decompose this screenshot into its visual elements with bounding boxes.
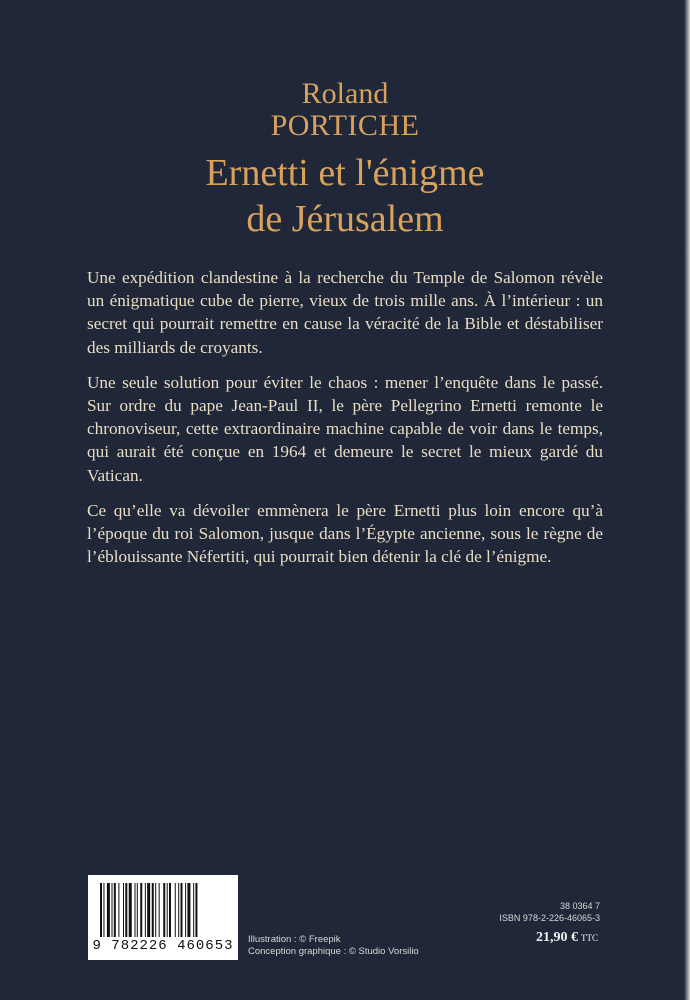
page-edge	[684, 0, 690, 1000]
title-line-1: Ernetti et l'énigme	[205, 152, 485, 194]
credits	[248, 934, 419, 958]
blurb-paragraph-3: Ce qu’elle va dévoiler emmènera le père Ernetti plus loin encore qu’à l’époque du roi Salomon, jusque dans l’Égypte ancienne, sous le règne de l’éblouissante Néfertiti, qui pourrait bien détenir la clé de l’énigme.	[87, 500, 603, 567]
blurb-paragraph-2: Une seule solution pour éviter le chaos : mener l’enquête dans le passé. Sur ordre du pape Jean-Paul II, le père Pellegrino Ernetti remonte le chronoviseur, cette extraordinaire machine capable de voir dans le temps, qui aurait été conçue en 1964 et demeure le secret le mieux gardé du Vatican.	[87, 372, 603, 485]
isbn-number: ISBN 978-2-226-46065-3	[499, 913, 600, 923]
barcode	[88, 875, 238, 960]
isbn-block	[499, 900, 600, 924]
design-credit: Conception graphique : © Studio Vorsilio	[248, 946, 419, 957]
author-first-name: Roland	[301, 77, 389, 110]
illustration-credit: Illustration : © Freepik	[248, 934, 341, 945]
price-suffix: TTC	[581, 933, 598, 943]
product-code: 38 0364 7	[559, 901, 600, 911]
blurb	[87, 266, 603, 580]
author-last-name: PORTICHE	[270, 109, 420, 142]
blurb-paragraph-1: Une expédition clandestine à la recherche du Temple de Salomon révèle un énigmatique cube de pierre, vieux de trois mille ans. À l’intérieur : un secret qui pourrait remettre en cause la véracité de la Bible et déstabiliser des milliards de croyants.	[87, 268, 603, 357]
book-title	[0, 150, 690, 242]
barcode-digits: 9 782226 460653	[92, 938, 234, 954]
price	[536, 930, 598, 946]
barcode-bars	[100, 883, 226, 937]
title-line-2: de Jérusalem	[246, 198, 444, 240]
price-amount: 21,90 €	[536, 930, 578, 945]
